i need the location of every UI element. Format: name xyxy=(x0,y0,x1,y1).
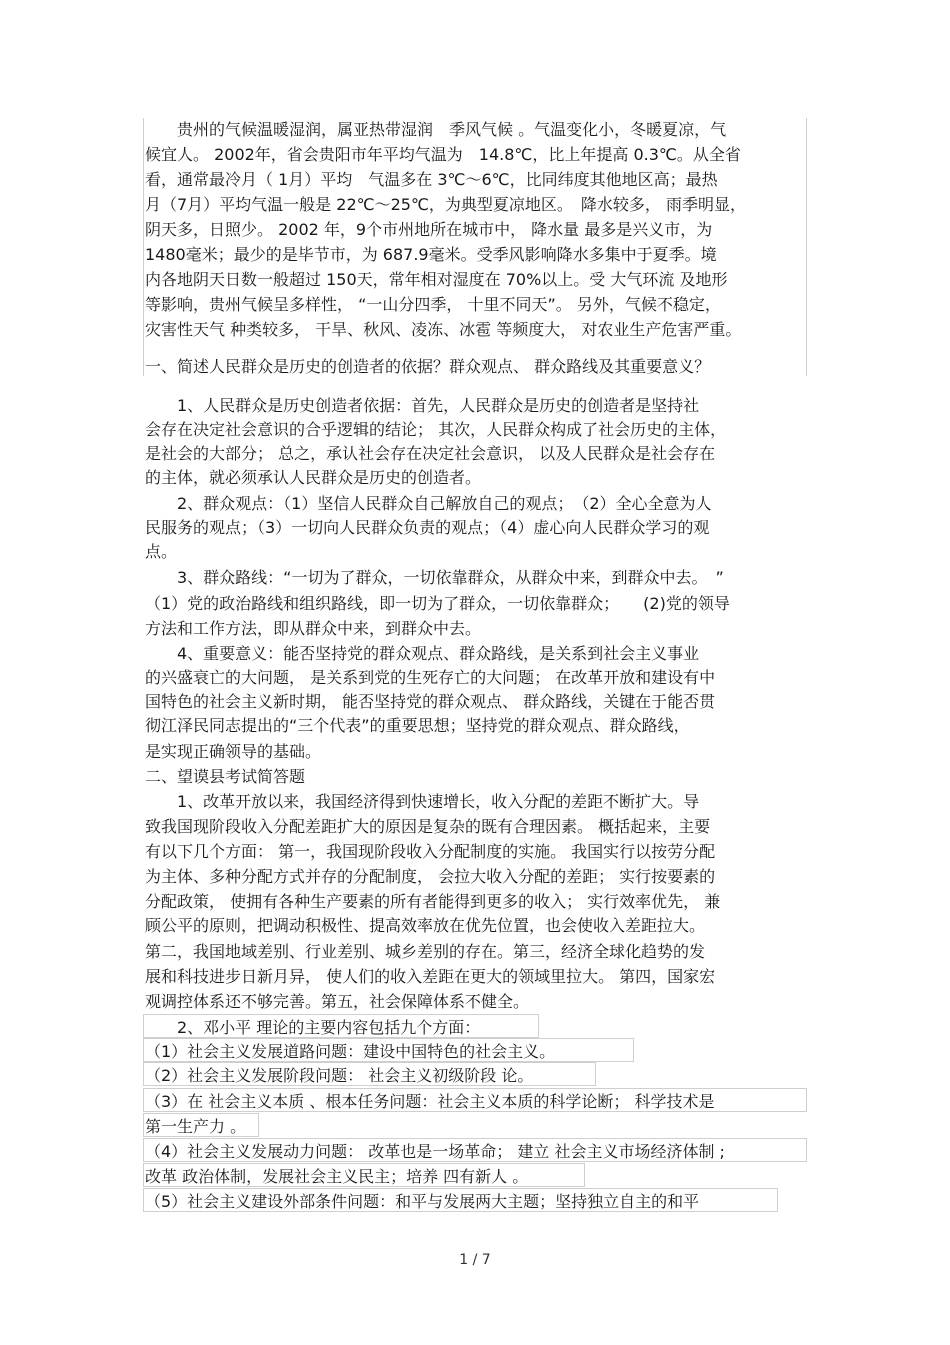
text-line: 阴天多，日照少。 2002 年，9个市州地所在城市中， 降水量 最多是兴义市，为 xyxy=(145,220,713,239)
text-line: 2、群众观点：（1）坚信人民群众自己解放自己的观点； （2）全心全意为人 xyxy=(145,494,712,513)
text-line: 为主体、多种分配方式并存的分配制度， 会拉大收入分配的差距； 实行按要素的 xyxy=(145,867,716,886)
text-line: 顾公平的原则，把调动积极性、提高效率放在优先位置，也会使收入差距拉大。 xyxy=(145,916,706,935)
text-line: 的兴盛衰亡的大问题， 是关系到党的生死存亡的大问题； 在改革开放和建设有中 xyxy=(145,668,716,687)
text-line: 是社会的大部分； 总之，承认社会存在决定社会意识， 以及人民群众是社会存在 xyxy=(145,444,716,463)
text-line: 1、人民群众是历史创造者依据：首先，人民群众是历史的创造者是坚持社 xyxy=(145,396,700,415)
list-item: 第一生产力 。 xyxy=(145,1117,247,1136)
list-item: （3）在 社会主义本质 、根本任务问题：社会主义本质的科学论断； 科学技术是 xyxy=(145,1092,715,1111)
text-line: 展和科技进步日新月异， 使人们的收入差距在更大的领域里拉大。 第四，国家宏 xyxy=(145,967,716,986)
text-line: 1480毫米；最少的是毕节市，为 687.9毫米。受季风影响降水多集中于夏季。境 xyxy=(145,245,717,264)
text-line: 有以下几个方面： 第一，我国现阶段收入分配制度的实施。 我国实行以按劳分配 xyxy=(145,842,716,861)
text-line: 贵州的气候温暖湿润，属亚热带湿润 季风气候 。气温变化小，冬暖夏凉，气 xyxy=(145,120,727,139)
section-heading: 一、简述人民群众是历史的创造者的依据？群众观点、 群众路线及其重要意义？ xyxy=(145,357,711,376)
section-heading: 二、望谟县考试简答题 xyxy=(145,767,306,786)
text-line: 观调控体系还不够完善。第五，社会保障体系不健全。 xyxy=(145,992,530,1011)
text-line: 3、群众路线：“一切为了群众，一切依靠群众，从群众中来，到群众中去。 ” xyxy=(145,568,724,587)
frame-line-left xyxy=(143,118,144,376)
list-item: （2）社会主义发展阶段问题： 社会主义初级阶段 论。 xyxy=(145,1066,534,1085)
text-line: 月（7月）平均气温一般是 22℃～25℃，为典型夏凉地区。 降水较多， 雨季明显， xyxy=(145,195,747,214)
text-line: 点。 xyxy=(145,542,178,561)
text-line: 致我国现阶段收入分配差距扩大的原因是复杂的既有合理因素。 概括起来，主要 xyxy=(145,817,711,836)
text-line: 是实现正确领导的基础。 xyxy=(145,742,322,761)
text-line: 彻江泽民同志提出的“三个代表”的重要思想；坚持党的群众观点、群众路线， xyxy=(145,716,690,735)
text-line: （1）党的政治路线和组织路线，即一切为了群众，一切依靠群众； (2)党的领导 xyxy=(145,594,730,613)
text-line: 内各地阴天日数一般超过 150天，常年相对湿度在 70%以上。受 大气环流 及地形 xyxy=(145,270,728,289)
text-line: 4、重要意义：能否坚持党的群众观点、群众路线，是关系到社会主义事业 xyxy=(145,644,700,663)
text-line: 1、改革开放以来，我国经济得到快速增长，收入分配的差距不断扩大。导 xyxy=(145,792,700,811)
list-intro: 2、邓小平 理论的主要内容包括九个方面： xyxy=(145,1018,481,1037)
list-item: （1）社会主义发展道路问题：建设中国特色的社会主义。 xyxy=(145,1042,556,1061)
page-number: 1 / 7 xyxy=(459,1252,491,1268)
text-line: 等影响，贵州气候呈多样性， “一山分四季， 十里不同天”。 另外，气候不稳定， xyxy=(145,295,721,314)
text-line: 第二，我国地域差别、行业差别、城乡差别的存在。第三，经济全球化趋势的发 xyxy=(145,942,706,961)
list-item: （5）社会主义建设外部条件问题：和平与发展两大主题；坚持独立自主的和平 xyxy=(145,1192,700,1211)
frame-line-right xyxy=(806,118,807,376)
list-item: （4）社会主义发展动力问题： 改革也是一场革命； 建立 社会主义市场经济体制 ; xyxy=(145,1142,725,1161)
text-line: 的主体，就必须承认人民群众是历史的创造者。 xyxy=(145,468,482,487)
text-line: 候宜人。 2002年，省会贵阳市年平均气温为 14.8℃，比上年提高 0.3℃。从全省 xyxy=(145,145,741,164)
list-item: 改革 政治体制，发展社会主义民主；培养 四有新人 。 xyxy=(145,1167,529,1186)
text-line: 会存在决定社会意识的合乎逻辑的结论； 其次，人民群众构成了社会历史的主体， xyxy=(145,420,727,439)
text-line: 分配政策， 使拥有各种生产要素的所有者能得到更多的收入； 实行效率优先， 兼 xyxy=(145,892,721,911)
text-line: 灾害性天气 种类较多， 干旱、秋风、凌冻、冰雹 等频度大， 对农业生产危害严重。 xyxy=(145,320,742,339)
text-line: 国特色的社会主义新时期， 能否坚持党的群众观点、 群众路线，关键在于能否贯 xyxy=(145,692,716,711)
text-line: 民服务的观点；（3）一切向人民群众负责的观点；（4）虚心向人民群众学习的观 xyxy=(145,518,710,537)
text-line: 看，通常最冷月（ 1月）平均 气温多在 3℃～6℃，比同纬度其他地区高；最热 xyxy=(145,170,718,189)
text-line: 方法和工作方法，即从群众中来，到群众中去。 xyxy=(145,619,482,638)
